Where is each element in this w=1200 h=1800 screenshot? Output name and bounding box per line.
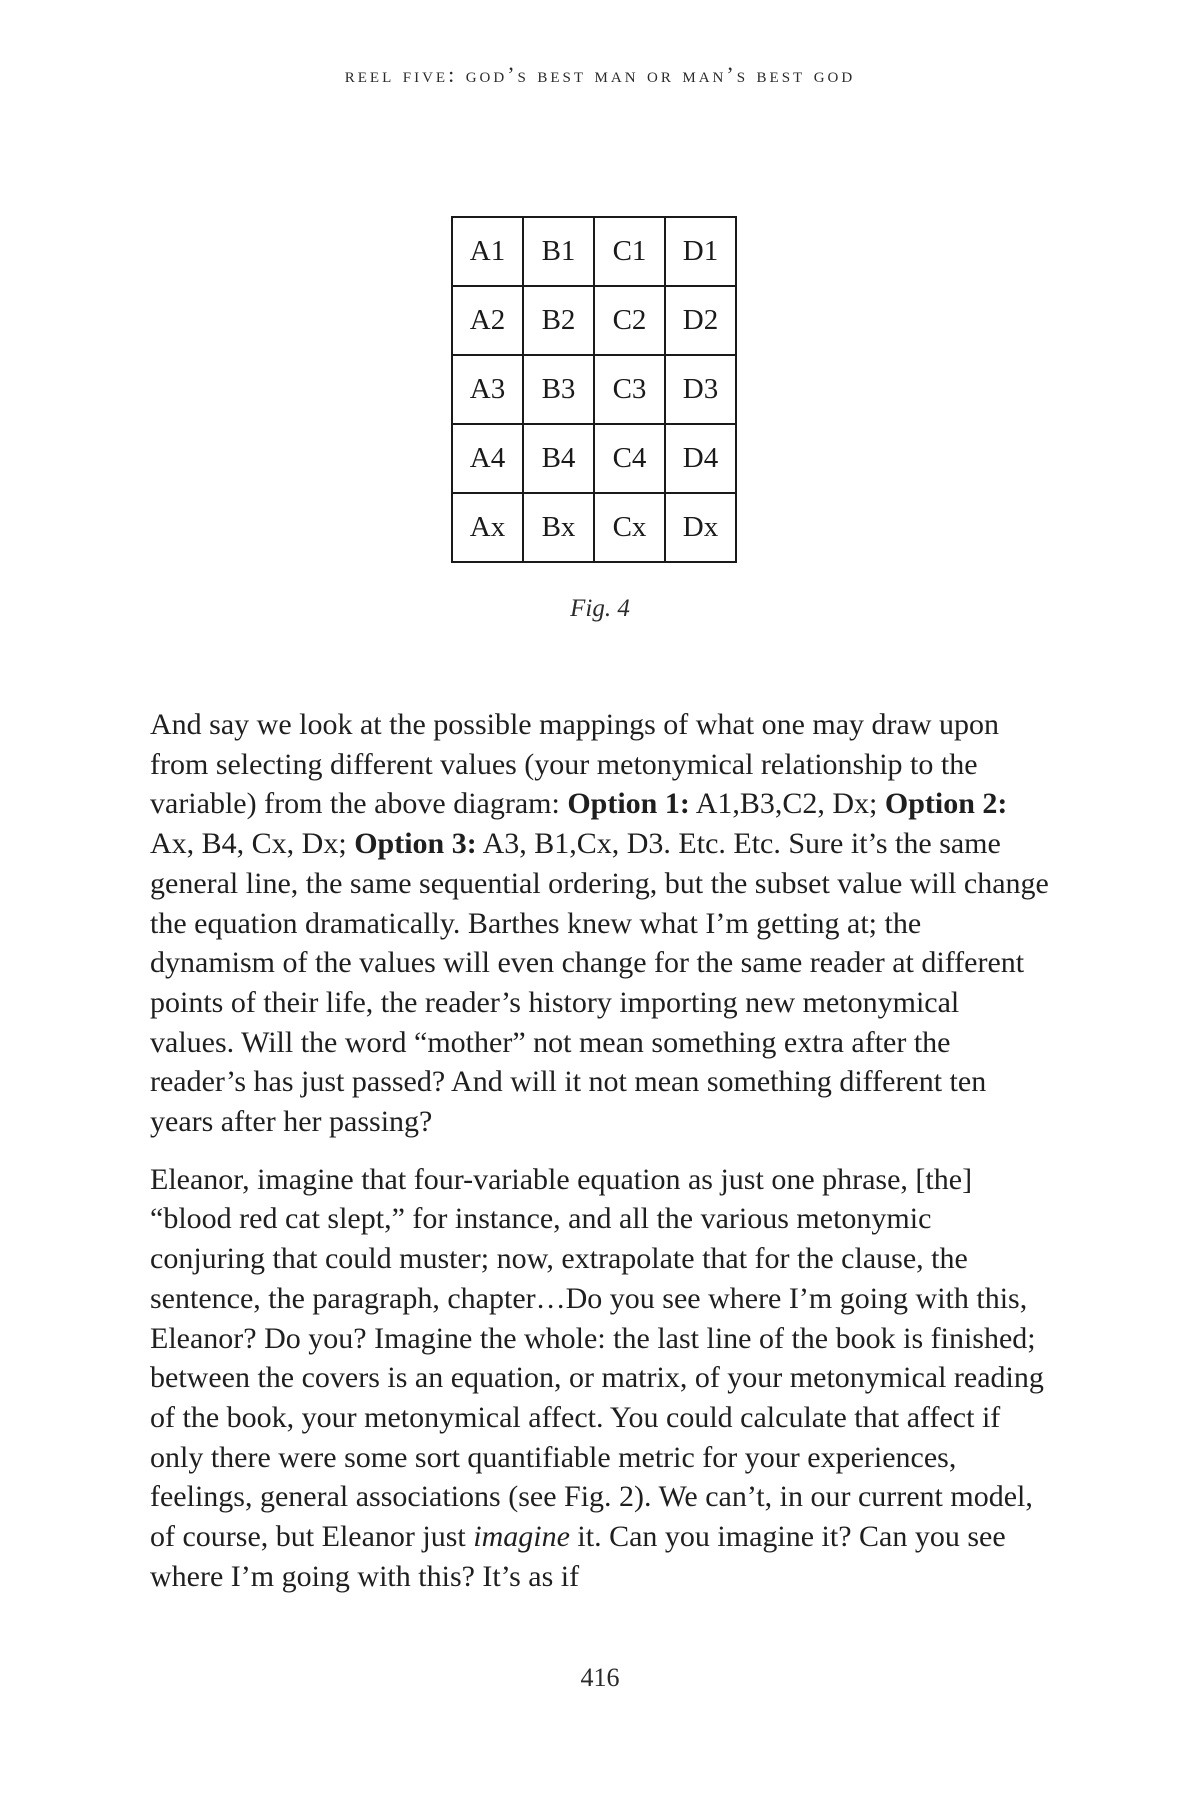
grid-cell: D1 [665, 217, 736, 286]
grid-cell: B2 [523, 286, 594, 355]
grid-cell: Dx [665, 493, 736, 562]
grid-cell: B3 [523, 355, 594, 424]
grid-cell: B4 [523, 424, 594, 493]
figure-grid [451, 216, 737, 563]
grid-cell: C4 [594, 424, 665, 493]
paragraph-text: it. Can you imagine it? Can you see where I’m going with this? It’s as if [150, 1520, 1006, 1593]
grid-row [452, 286, 736, 355]
grid-row [452, 424, 736, 493]
option-value: Ax, B4, Cx, Dx; [150, 827, 355, 861]
grid-row [452, 355, 736, 424]
grid-cell: C1 [594, 217, 665, 286]
grid-cell: D2 [665, 286, 736, 355]
grid-row [452, 217, 736, 286]
body-text [150, 705, 1050, 1614]
grid-cell: A4 [452, 424, 523, 493]
paragraph-text: Eleanor, imagine that four-variable equation as just one phrase, [the] “blood red cat slept,” for instance, and all the various metonymic conjuring that could muster; now, extrapolate that for the clause, the sentence, the paragraph, chapter…Do you see where I’m going with this, Eleanor? Do you? Imagine the whole: the last line of the book is finished; between the covers is an equation, or matrix, of your metonymical reading of the book, your metonymical affect. You could calculate that affect if only there were some sort quantifiable metric for your experiences, feelings, general associations (see Fig. 2). We can’t, in our current model, of course, but Eleanor just [150, 1162, 1044, 1554]
running-head: reel five: god’s best man or man’s best god [344, 62, 856, 87]
grid-cell: Cx [594, 493, 665, 562]
grid-cell: Bx [523, 493, 594, 562]
grid-cell: C2 [594, 286, 665, 355]
grid-row [452, 493, 736, 562]
option-label: Option 2: [884, 787, 1008, 821]
grid-cell: D3 [665, 355, 736, 424]
paragraph-text: Etc. Etc. Sure it’s the same general line, the same sequential ordering, but the subset value will change the equation dramatically. Barthes knew what I’m getting at; the dynamism of the values will even change for the same reader at different points of their life, the reader’s history importing new metonymical values. Will the word “mother” not mean something extra after the reader’s has just passed? And will it not mean something different ten years after her passing? [150, 827, 1049, 1139]
grid-cell: A3 [452, 355, 523, 424]
paragraph [150, 705, 1050, 1142]
paragraph-text: And say we look at the possible mappings of what one may draw upon from selecting different values (your metonymical relationship to the variable) from the above diagram: [150, 708, 1000, 821]
grid-cell: A2 [452, 286, 523, 355]
emphasis: imagine [473, 1520, 570, 1554]
grid-cell: B1 [523, 217, 594, 286]
option-label: Option 1: [567, 787, 690, 821]
grid-cell: A1 [452, 217, 523, 286]
option-value: A1,B3,C2, Dx; [689, 787, 885, 821]
option-label: Option 3: [354, 827, 477, 861]
page-number: 416 [580, 1663, 620, 1692]
grid-cell: C3 [594, 355, 665, 424]
option-value: A3, B1,Cx, D3. [476, 827, 679, 861]
paragraph [150, 1160, 1050, 1597]
grid-cell: Ax [452, 493, 523, 562]
figure-caption: Fig. 4 [570, 595, 630, 622]
grid-cell: D4 [665, 424, 736, 493]
